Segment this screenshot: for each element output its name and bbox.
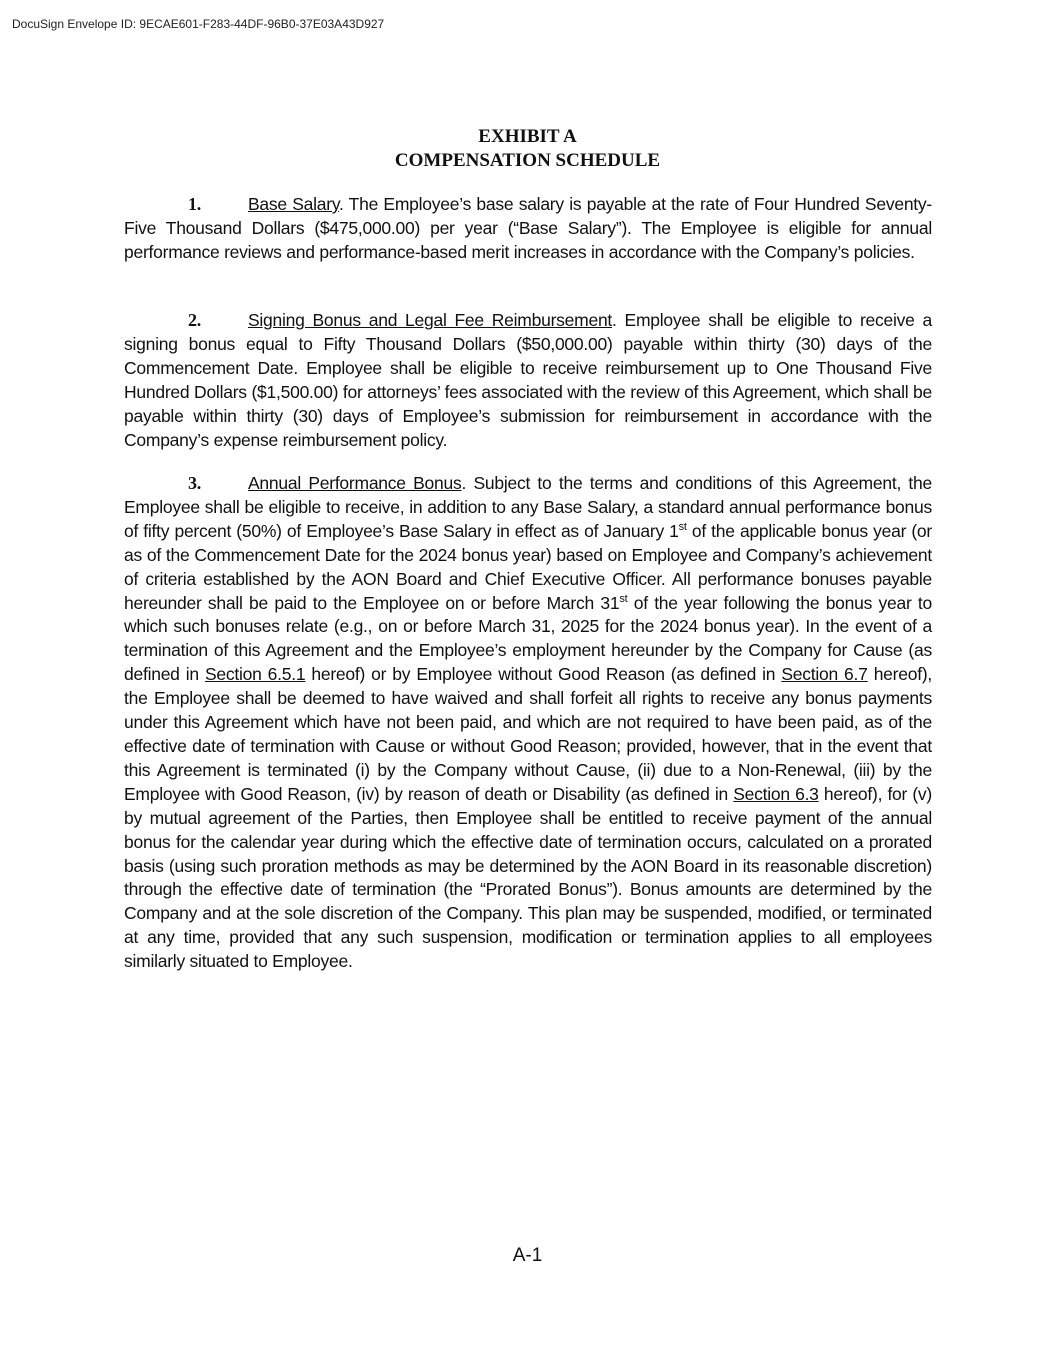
section-body: hereof), the Employee shall be deemed to have waived and shall forfeit all rights to receive any bonus payments under this Agreement which have not been paid, and which are not required to have been paid, as of the effective date of termination with Cause or without Good Reason; provided, however, that in the event that this Agreement is terminated (i) by the Company without Cause, (ii) due to a Non-Renewal, (iii) by the Employee with Good Reason, (iv) by reason of death or Disability (as defined in (124, 664, 933, 804)
page-number: A-1 (512, 1245, 543, 1266)
section-reference: Section 6.7 (781, 664, 868, 685)
section-number: 1. (188, 194, 201, 214)
section-heading: Base Salary (248, 194, 340, 214)
exhibit-title: EXHIBIT A (478, 126, 577, 147)
section-base-salary (124, 193, 932, 265)
section-reference: Section 6.5.1 (204, 664, 306, 685)
section-body: of the year following the bonus year to which such bonuses relate (e.g., on or before March 31, 2025 for the 2024 bonus year). In the event of a termination of this Agreement and the Employee’s employment hereunder by the Company for Cause (as defined in (124, 592, 932, 685)
section-number: 2. (188, 310, 201, 330)
section-body: of the applicable bonus year (or as of the Commencement Date for the 2024 bonus year) based on Employee and Company’s achievement of criteria established by the AON Board and Chief Executive Officer. All performance bonuses payable hereunder shall be paid to the Employee on or before March 31 (124, 520, 932, 613)
section-body: . Subject to the terms and conditions of this Agreement, the Employee shall be eligible to receive, in addition to any Base Salary, a standard annual performance bonus of fifty percent (50%) of Employee’s Base Salary in effect as of January 1 (124, 473, 932, 541)
section-number: 3. (188, 473, 201, 493)
section-reference: Section 6.3 (733, 783, 819, 804)
section-body: hereof) or by Employee without Good Reason (as defined in (305, 664, 782, 685)
section-signing-bonus (124, 309, 932, 452)
section-heading: Annual Performance Bonus (248, 473, 462, 493)
docusign-envelope-id: DocuSign Envelope ID: 9ECAE601-F283-44DF-96B0-37E03A43D927 (12, 17, 385, 31)
section-heading: Signing Bonus and Legal Fee Reimbursement (248, 310, 613, 330)
schedule-title: COMPENSATION SCHEDULE (394, 150, 661, 171)
section-body: hereof), for (v) by mutual agreement of the Parties, then Employee shall be entitled to receive payment of the annual bonus for the calendar year during which the effective date of termination occurs, calculated on a prorated basis (using such proration methods as may be determined by the AON Board in its reasonable discretion) through the effective date of termination (the “Prorated Bonus”). Bonus amounts are determined by the Company and at the sole discretion of the Company. This plan may be suspended, modified, or terminated at any time, provided that any such suspension, modification or termination applies to all employees similarly situated to Employee. (124, 783, 932, 972)
section-body: . The Employee’s base salary is payable at the rate of Four Hundred Seventy-Five Thousand Dollars ($475,000.00) per year (“Base Salary”). The Employee is eligible for annual performance reviews and performance-based merit increases in accordance with the Company’s policies. (124, 194, 932, 262)
superscript-ordinal: st (619, 592, 628, 605)
section-annual-performance-bonus (124, 472, 932, 974)
section-body: . Employee shall be eligible to receive a signing bonus equal to Fifty Thousand Dollars ($50,000.00) payable within thirty (30) days of the Commencement Date. Employee shall be eligible to receive reimbursement up to One Thousand Five Hundred Dollars ($1,500.00) for attorneys’ fees associated with the review of this Agreement, which shall be payable within thirty (30) days of Employee’s submission for reimbursement in accordance with the Company’s expense reimbursement policy. (124, 310, 932, 450)
superscript-ordinal: st (678, 520, 687, 533)
